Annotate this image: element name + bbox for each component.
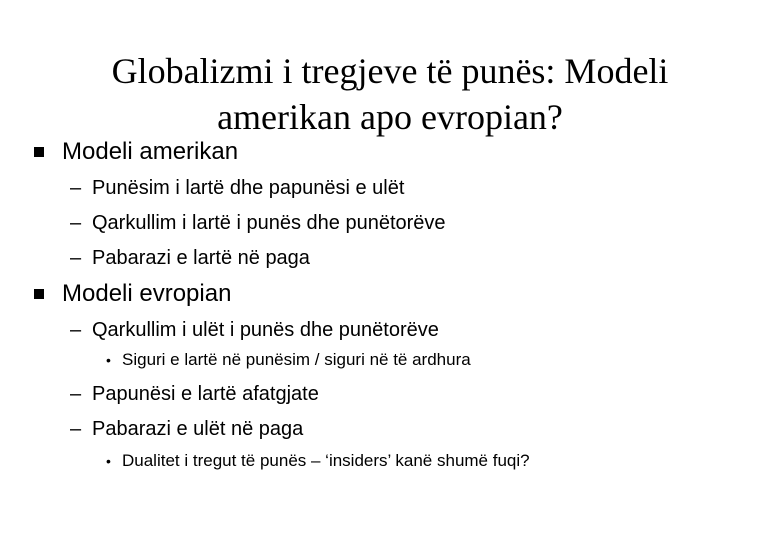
square-bullet-icon [34, 289, 44, 299]
list-item: Pabarazi e lartë në paga [92, 247, 310, 269]
slide-title [60, 48, 720, 140]
dot-bullet-icon: • [106, 352, 111, 368]
title-line-1: Globalizmi i tregjeve të punës: Modeli [111, 51, 669, 91]
sub-list-item: Dualitet i tregut të punës – ‘insiders’ kanë shumë fuqi? [122, 451, 530, 470]
list-item: Qarkullim i lartë i punës dhe punëtorëve [92, 212, 446, 234]
dash-icon: – [70, 319, 82, 341]
dash-icon: – [70, 383, 82, 405]
square-bullet-icon [34, 147, 44, 157]
title-line-2: amerikan apo evropian? [217, 97, 563, 137]
dash-icon: – [70, 418, 82, 440]
sub-list-item: Siguri e lartë në punësim / siguri në të ardhura [122, 350, 471, 369]
list-item: Punësim i lartë dhe papunësi e ulët [92, 177, 405, 199]
section-heading-european: Modeli evropian [62, 280, 232, 307]
dash-icon: – [70, 212, 82, 234]
list-item: Qarkullim i ulët i punës dhe punëtorëve [92, 319, 439, 341]
dash-icon: – [70, 247, 82, 269]
list-item: Pabarazi e ulët në paga [92, 418, 304, 440]
dash-icon: – [70, 177, 82, 199]
dot-bullet-icon: • [106, 453, 111, 469]
section-heading-american: Modeli amerikan [62, 138, 239, 165]
list-item: Papunësi e lartë afatgjate [92, 383, 319, 405]
